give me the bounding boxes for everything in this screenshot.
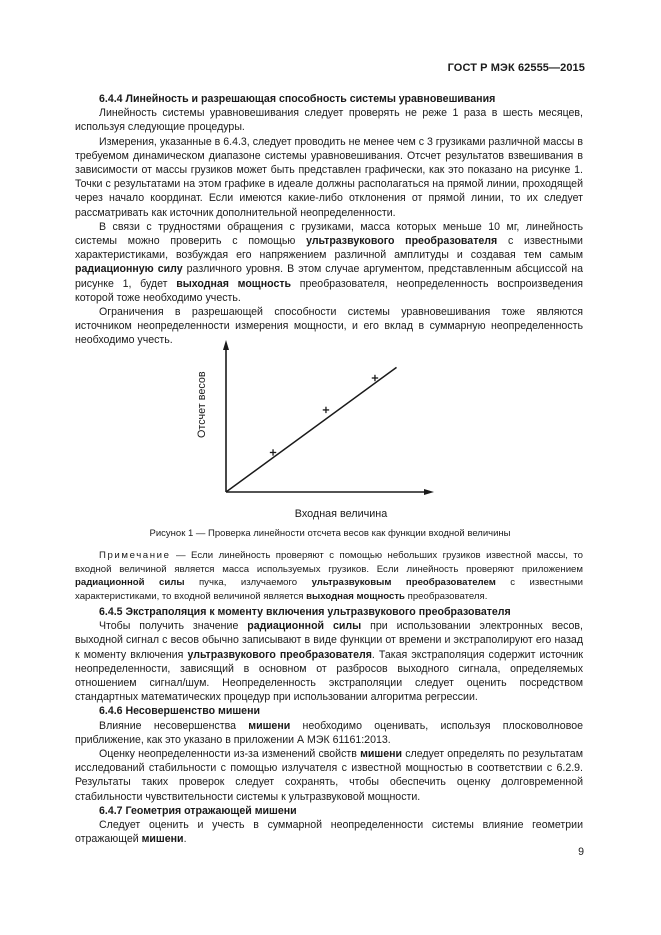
page-number: 9 bbox=[578, 846, 584, 858]
paragraph-text: Измерения, указанные в 6.4.3, следует проводить не менее чем с 3 грузиками различной массы в требуемом динамическом диапазоне системы уравновешивания. Отсчет результатов взвешивания в зависимости от массы грузиков может быть представлен графически, как это показано на рисунке 1. Точки с результатами на этом графике в идеале должны располагаться на прямой линии, проходящей через начало координат. Если имеются какие-либо отклонения от прямой линии, то их следует рассматривать как источник дополнительной неопределенности. bbox=[75, 135, 583, 219]
term-bold: радиационную силу bbox=[75, 263, 183, 276]
y-axis-label: Отсчет весов bbox=[196, 371, 208, 438]
term-bold: мишени bbox=[141, 833, 184, 846]
term-bold: радиационной силы bbox=[247, 620, 362, 633]
figure-note bbox=[75, 549, 583, 603]
term-bold: радиационной силы bbox=[75, 577, 185, 588]
paragraph-text: необходимо оценивать, используя плосковолновое приближение, как это указано в приложении А МЭК 61161:2013. bbox=[75, 719, 583, 746]
note-text: — Если линейность проверяют с помощью небольших грузиков известной массы, то входной величиной является масса используемых грузиков. Если линейность проверяют приложением bbox=[75, 550, 583, 575]
paragraph-text: с известными характеристиками, возбуждая его напряжением различной амплитуды и создавая тем самым bbox=[75, 235, 583, 262]
paragraph bbox=[75, 619, 583, 704]
term-bold: выходная мощность bbox=[306, 590, 405, 602]
paragraph-text: В связи с трудностями обращения с грузиками, масса которых меньше 10 мг, линейность системы можно проверить с помощью bbox=[75, 220, 583, 248]
paragraph-text: Чтобы получить значение bbox=[99, 620, 248, 633]
section-heading: 6.4.4 Линейность и разрешающая способность системы уравновешивания bbox=[99, 93, 496, 105]
paragraph-text: следует определять по результатам исследований стабильности с помощью излучателя с известной мощностью в соответствии с 6.2.9. Результаты таких проверок следует сохранять, чтобы обеспечить оценку долговременной стабильности чувствительности системы к ультразвуковой мощности. bbox=[75, 748, 583, 803]
paragraph-text: Оценку неопределенности из-за изменений свойств bbox=[99, 748, 361, 761]
paragraph-text: Линейность системы уравновешивания следует проверять не реже 1 раза в шесть месяцев, используя следующие процедуры. bbox=[75, 107, 583, 134]
term-bold: ультразвуковым преобразователем bbox=[311, 577, 496, 588]
x-axis-arrow bbox=[424, 489, 434, 495]
data-point-3 bbox=[372, 375, 378, 381]
section-heading: 6.4.5 Экстраполяция к моменту включения ультразвукового преобразователя bbox=[99, 606, 511, 618]
paragraph-text: . bbox=[183, 833, 187, 846]
section-heading: 6.4.6 Несовершенство мишени bbox=[99, 705, 260, 718]
term-bold: ультразвукового преобразователя bbox=[306, 235, 498, 248]
paragraph-text: Ограничения в разрешающей способности системы уравновешивания тоже являются источником неопределенности измерения мощности, и его вклад в суммарную неопределенность необходимо учесть. bbox=[75, 306, 583, 347]
paragraph bbox=[75, 719, 583, 747]
fit-line bbox=[226, 367, 397, 492]
data-points bbox=[270, 375, 378, 456]
note-text: пучка, излучаемого bbox=[184, 577, 312, 588]
note-label: Примечание bbox=[99, 550, 171, 561]
term-bold: мишени bbox=[248, 719, 291, 732]
sections-6-4-5-to-6-4-7 bbox=[75, 605, 583, 846]
term-bold: выходная мощность bbox=[176, 277, 292, 290]
paragraph-text: Влияние несовершенства bbox=[99, 719, 249, 732]
note-text: с известными характеристиками, то входной величиной является bbox=[75, 577, 583, 602]
x-axis-label: Входная величина bbox=[294, 508, 388, 520]
paragraph bbox=[75, 818, 583, 846]
section-heading: 6.4.7 Геометрия отражающей мишени bbox=[99, 804, 297, 817]
note-text: преобразователя. bbox=[404, 590, 488, 602]
data-point-2 bbox=[323, 407, 329, 413]
paragraph-text: преобразователя, неопределенность воспроизведения которой тоже необходимо учесть. bbox=[75, 277, 583, 304]
paragraph-text: при использовании электронных весов, выходной сигнал с весов обычно записывают в виде функции от времени и экстраполируют его назад к моменту включения bbox=[75, 620, 583, 661]
paragraph-text: Следует оценить и учесть в суммарной неопределенности системы влияние геометрии отражающей bbox=[75, 819, 583, 846]
y-axis-arrow bbox=[223, 340, 229, 350]
term-bold: мишени bbox=[360, 748, 403, 761]
data-point-1 bbox=[270, 449, 276, 455]
paragraph bbox=[75, 747, 583, 804]
paragraph-text: различного уровня. В этом случае аргументом, представленным абсциссой на рисунке 1, будет bbox=[75, 263, 583, 290]
standard-header: ГОСТ Р МЭК 62555—2015 bbox=[447, 62, 585, 74]
term-bold: ультразвукового преобразователя bbox=[187, 648, 372, 661]
linearity-chart bbox=[223, 340, 434, 495]
figure-caption: Рисунок 1 — Проверка линейности отсчета весов как функции входной величины bbox=[149, 528, 511, 539]
paragraph-text: . Такая экстраполяция содержит источник неопределенности, зависящий в основном от разбросов выходного сигнала, определяемых отношением сигнал/шум. Неопределенность экстраполяции следует оценить посредством стандартных математических процедур при использовании алгоритма регрессии. bbox=[75, 648, 584, 704]
